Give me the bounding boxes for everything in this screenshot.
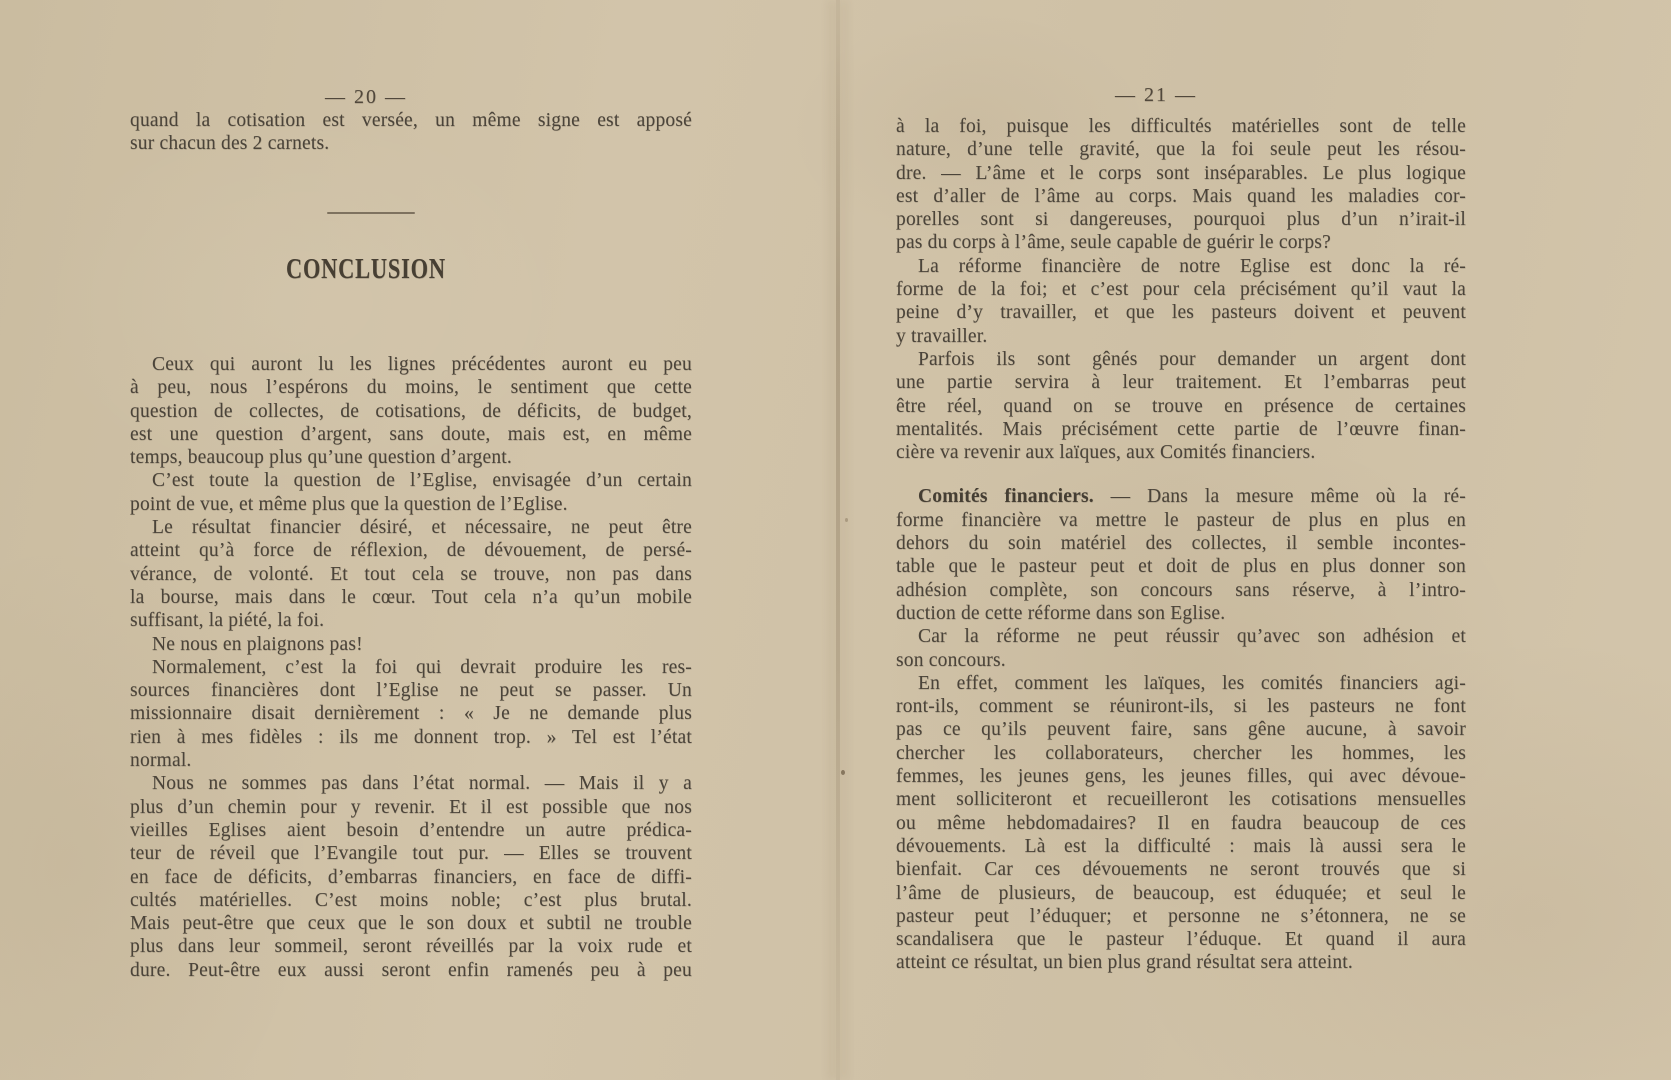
text-line: cultés matérielles. C’est moins noble; c’est plus brutal. <box>130 889 692 911</box>
text-line: dehors du soin matériel des collectes, il semble incontes- <box>896 533 1466 555</box>
page-number-20: — 20 — <box>325 86 407 108</box>
text-line: teur de réveil que l’Evangile tout pur. — Elles se trouvent <box>130 843 692 865</box>
section-title: CONCLUSION <box>286 254 446 285</box>
text-line: point de vue, et même plus que la question de l’Eglise. <box>130 493 568 515</box>
text-line: pas ce qu’ils peuvent faire, sans gêne aucune, à savoir <box>896 719 1466 741</box>
text-line: plus dans leur sommeil, seront réveillés par la voix rude et <box>130 936 692 958</box>
text-line: Le résultat financier désiré, et nécessaire, ne peut être <box>152 517 692 539</box>
text-line: suffisant, la piété, la foi. <box>130 610 325 632</box>
text-line: temps, beaucoup plus qu’une question d’argent. <box>130 447 512 469</box>
text-line: nature, d’une telle gravité, que la foi seule peut les résou- <box>896 139 1466 161</box>
text-line: l’âme de plusieurs, de beaucoup, est éduquée; et seul le <box>896 882 1466 904</box>
text-line: sur chacun des 2 carnets. <box>130 133 330 155</box>
text-line: ment solliciteront et recueilleront les cotisations mensuelles <box>896 789 1466 811</box>
text-line: dre. — L’âme et le corps sont inséparables. Le plus logique <box>896 162 1466 184</box>
text-line: bienfait. Car ces dévouements ne seront trouvés que si <box>896 859 1466 881</box>
text-line: vérance, de volonté. Et tout cela se trouve, non pas dans <box>130 563 692 585</box>
text-line: question de collectes, de cotisations, de déficits, de budget, <box>130 400 692 422</box>
text-line: Comités financiers. — Dans la mesure même où la ré- <box>918 486 1466 508</box>
text-line: son concours. <box>896 649 1006 671</box>
text-line: ou même hebdomadaires? Il en faudra beaucoup de ces <box>896 812 1466 834</box>
right-page <box>840 0 1671 1080</box>
page-number-21: — 21 — <box>1115 84 1197 106</box>
text-line: peine d’y travailler, et que les pasteurs doivent et peuvent <box>896 302 1466 324</box>
text-line: Ne nous en plaignons pas! <box>152 633 363 655</box>
text-line: Mais peut-être que ceux que le son doux et subtil ne trouble <box>130 913 692 935</box>
text-line: est d’aller de l’âme au corps. Mais quand les maladies cor- <box>896 185 1466 207</box>
text-line: sources financières dont l’Eglise ne peut se passer. Un <box>130 680 692 702</box>
text-line: scandalisera que le pasteur l’éduque. Et quand il aura <box>896 929 1466 951</box>
text-line: La réforme financière de notre Eglise est donc la ré- <box>918 255 1466 277</box>
text-line: ront-ils, comment se réuniront-ils, si les pasteurs ne font <box>896 696 1466 718</box>
text-line: est une question d’argent, sans doute, mais est, en même <box>130 423 692 445</box>
paragraph-lead-bold: Comités financiers. <box>918 486 1094 508</box>
text-line: à peu, nous l’espérons du moins, le sentiment que cette <box>130 377 692 399</box>
text-line: atteint qu’à force de réflexion, de dévouement, de persé- <box>130 540 692 562</box>
text-line: En effet, comment les laïques, les comités financiers agi- <box>918 672 1466 694</box>
text-line: porelles sont si dangereuses, pourquoi plus d’un n’irait-il <box>896 209 1466 231</box>
text-line: une partie servira à leur traitement. Et l’embarras peut <box>896 372 1466 394</box>
divider-rule <box>327 212 415 214</box>
text-line: forme financière va mettre le pasteur de plus en plus en <box>896 509 1466 531</box>
text-line: rien à mes fidèles : ils me donnent trop. » Tel est l’état <box>130 726 692 748</box>
text-line: y travailler. <box>896 325 988 347</box>
text-line: quand la cotisation est versée, un même signe est apposé <box>130 110 692 131</box>
text-line: être réel, quand on se trouve en présence de certaines <box>896 395 1466 417</box>
text-line: cière va revenir aux laïques, aux Comités financiers. <box>896 442 1316 464</box>
text-line: à la foi, puisque les difficultés matérielles sont de telle <box>896 116 1466 137</box>
text-line: Normalement, c’est la foi qui devrait produire les res- <box>152 656 692 678</box>
text-line: pas du corps à l’âme, seule capable de guérir le corps? <box>896 232 1331 254</box>
text-line: plus d’un chemin pour y revenir. Et il est possible que nos <box>130 796 692 818</box>
text-line: Car la réforme ne peut réussir qu’avec son adhésion et <box>918 626 1466 648</box>
text-line: dure. Peut-être eux aussi seront enfin ramenés peu à peu <box>130 959 692 981</box>
text-line: missionnaire disait dernièrement : « Je ne demande plus <box>130 703 692 725</box>
text-line: vieilles Eglises aient besoin d’entendre un autre prédica- <box>130 819 692 841</box>
text-line: chercher les collaborateurs, chercher les hommes, les <box>896 742 1466 764</box>
text-line: forme de la foi; et c’est pour cela précisément qu’il vaut la <box>896 279 1466 301</box>
text-line: femmes, les jeunes gens, les jeunes filles, qui avec dévoue- <box>896 766 1466 788</box>
text-line: table que le pasteur peut et doit de plus en plus donner son <box>896 556 1466 578</box>
text-line: Ceux qui auront lu les lignes précédentes auront eu peu <box>152 354 692 375</box>
text-line: duction de cette réforme dans son Eglise. <box>896 602 1226 624</box>
text-line: C’est toute la question de l’Eglise, envisagée d’un certain <box>152 470 692 492</box>
text-line: pasteur peut l’éduquer; et personne ne s’étonnera, ne se <box>896 905 1466 927</box>
right-page-body <box>896 115 1466 975</box>
text-line: atteint ce résultat, un bien plus grand résultat sera atteint. <box>896 952 1353 974</box>
continuation-paragraph <box>130 109 692 156</box>
text-line: la bourse, mais dans le cœur. Tout cela n’a qu’un mobile <box>130 586 692 608</box>
text-line: normal. <box>130 750 192 772</box>
text-line: Parfois ils sont gênés pour demander un argent dont <box>918 348 1466 370</box>
text-line: dévouements. Là est la difficulté : mais là aussi sera le <box>896 835 1466 857</box>
left-page-body <box>130 353 692 982</box>
text-line: adhésion complète, son concours sans réserve, à l’intro- <box>896 579 1466 601</box>
text-line: mentalités. Mais précisément cette partie de l’œuvre finan- <box>896 418 1466 440</box>
section-divider <box>130 212 692 214</box>
text-line: en face de déficits, d’embarras financiers, en face de diffi- <box>130 866 692 888</box>
text-line: Nous ne sommes pas dans l’état normal. — Mais il y a <box>152 773 692 795</box>
